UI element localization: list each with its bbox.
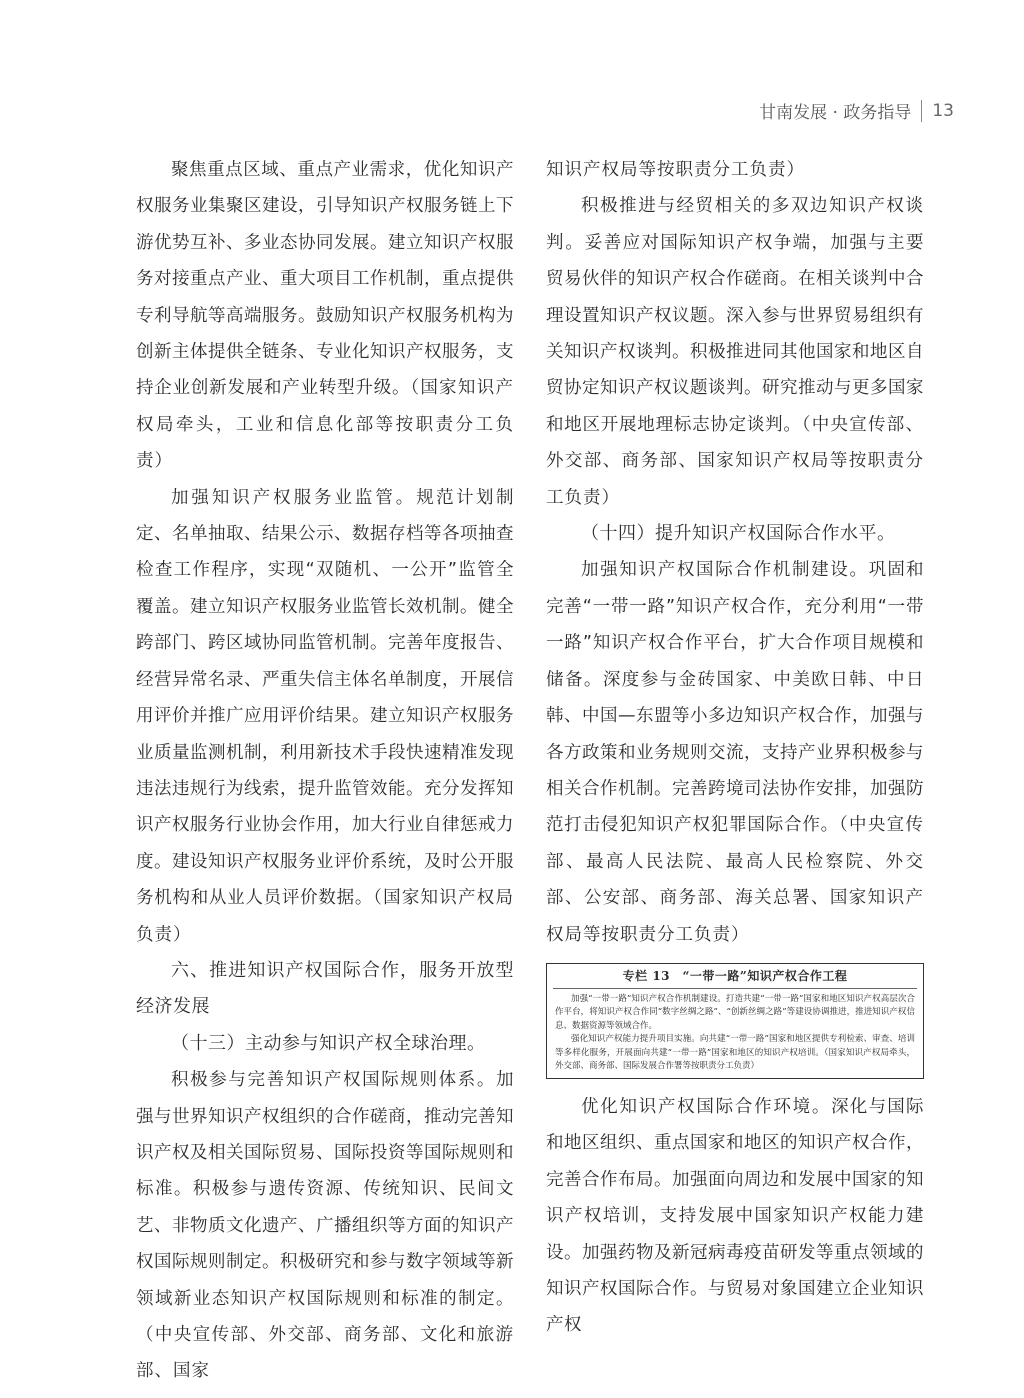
paragraph-lead: 加强知识产权服务业监管。 — [171, 487, 417, 508]
feature-box-paragraph: 加强“一带一路”知识产权合作机制建设。打造共建“一带一路”国家和地区知识产权高层次合作平台，将知识产权合作同“数字丝绸之路”、“创新丝绸之路”等建设协调推进，推进知识产权信息、数据资源等领域合作。 — [555, 993, 915, 1031]
feature-box-title: 专栏 13 “一带一路”知识产权合作工程 — [553, 964, 917, 989]
paragraph-text: 巩固和完善“一带一路”知识产权合作，充分利用“一带一路”知识产权合作平台，扩大合作项目规模和储备。深度参与金砖国家、中美欧日韩、中日韩、中国—东盟等小多边知识产权合作，加强与各方政策和业务规则交流，支持产业界积极参与相关合作机制。完善跨境司法协作安排，加强防范打击侵犯知识产权犯罪国际合作。 — [546, 560, 925, 836]
paragraph-text: 加强与世界知识产权组织的合作磋商，推动完善知识产权及相关国际贸易、国际投资等国际规则和标准。积极参与遗传资源、传统知识、民间文艺、非物质文化遗产、广播组织等方面的知识产权国际规则制定。积极研究和参与数字领域等新领域新业态知识产权国际规则和标准的制定。 — [136, 1070, 514, 1309]
paragraph-lead: 加强知识产权国际合作机制建设。 — [581, 560, 869, 581]
paragraph — [136, 1062, 514, 1390]
paragraph-text: 聚焦重点区域、重点产业需求，优化知识产权服务业集聚区建设，引导知识产权服务链上下游优势互补、多业态协同发展。建立知识产权服务对接重点产业、重大项目工作机制，重点提供专利导航等高端服务。鼓励知识产权服务机构为创新主体提供全链条、专业化知识产权服务，支持企业创新发展和产业转型升级。 — [136, 160, 514, 399]
header-title: 甘南发展 · 政务指导 — [759, 103, 912, 123]
responsibility-note: （国家知识产权局负责） — [136, 888, 515, 945]
responsibility-note: （中央宣传部、外交部、商务部、文化和旅游部、国家 — [136, 1325, 514, 1382]
paragraph-text: 规范计划制定、名单抽取、结果公示、数据存档等各项抽查检查工作程序，实现“双随机、一公开”监管全覆盖。建立知识产权服务业监管长效机制。健全跨部门、跨区域协同监管机制。完善年度报告、经营异常名录、严重失信主体名单制度，开展信用评价并推广应用评价结果。建立知识产权服务业质量监测机制，利用新技术手段快速精准发现违法违规行为线索，提升监管效能。充分发挥知识产权服务行业协会作用，加大行业自律惩戒力度。建设知识产权服务业评价系统，及时公开服务机构和从业人员评价数据。 — [136, 487, 514, 909]
responsibility-note: （国家知识产权局牵头，工业和信息化部等按职责分工负责） — [136, 378, 514, 472]
feature-box — [546, 963, 924, 1079]
right-column — [546, 152, 924, 1344]
left-column — [136, 152, 514, 1390]
paragraph-lead: 优化知识产权国际合作环境。 — [581, 1096, 832, 1117]
responsibility-note: （中央宣传部、最高人民法院、最高人民检察院、外交部、公安部、商务部、海关总署、国家知识产权局等按职责分工负责） — [546, 815, 924, 945]
subsection-heading: （十四）提升知识产权国际合作水平。 — [581, 523, 896, 545]
page-number: 13 — [932, 100, 954, 121]
responsibility-note: 知识产权局等按职责分工负责） — [546, 160, 805, 180]
paragraph — [546, 152, 924, 188]
subsection-heading: （十三）主动参与知识产权全球治理。 — [171, 1032, 486, 1054]
feature-box-paragraph: 强化知识产权能力提升项目实施。向共建“一带一路”国家和地区提供专利检索、审查、培训等多样化服务，开展面向共建“一带一路”国家和地区的知识产权培训。（国家知识产权局牵头，外交部、商务部、国际发展合作署等按职责分工负责） — [555, 1034, 915, 1072]
responsibility-note: （中央宣传部、外交部、商务部、国家知识产权局等按职责分工负责） — [546, 414, 925, 508]
header-divider — [921, 100, 922, 122]
paragraph-lead: 积极推进与经贸相关的多双边知识产权谈判。 — [546, 196, 924, 253]
paragraph-text: 深化与国际和地区组织、重点国家和地区的知识产权合作，完善合作布局。加强面向周边和发展中国家的知识产权培训，支持发展中国家知识产权能力建设。加强药物及新冠病毒疫苗研发等重点领域的知识产权国际合作。与贸易对象国建立企业知识产权 — [546, 1096, 925, 1336]
paragraph — [546, 188, 924, 516]
paragraph-lead: 积极参与完善知识产权国际规则体系。 — [171, 1070, 496, 1091]
paragraph — [136, 480, 514, 953]
paragraph — [546, 1089, 924, 1344]
paragraph — [136, 152, 514, 480]
paragraph — [546, 552, 924, 952]
section-heading: 六、推进知识产权国际合作，服务开放型经济发展 — [136, 959, 514, 1018]
page-header — [759, 98, 954, 123]
feature-box-body — [547, 989, 923, 1074]
paragraph-text: 妥善应对国际知识产权争端，加强与主要贸易伙伴的知识产权合作磋商。在相关谈判中合理设置知识产权议题。深入参与世界贸易组织有关知识产权谈判。积极推进同其他国家和地区自贸协定知识产权议题谈判。研究推动与更多国家和地区开展地理标志协定谈判。 — [546, 232, 925, 435]
